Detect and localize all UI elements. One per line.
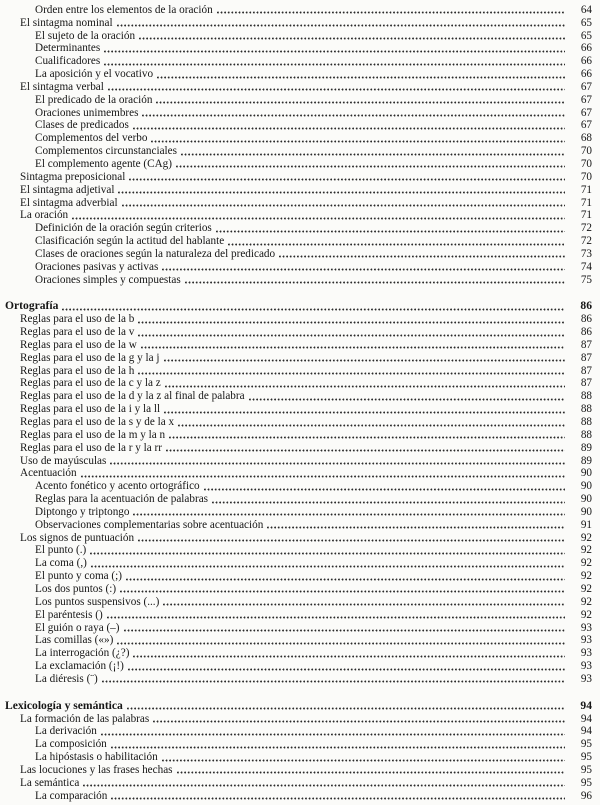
entry-page-number: 92 bbox=[580, 608, 592, 621]
entry-dot-leader bbox=[228, 243, 565, 246]
toc-entry bbox=[4, 454, 592, 467]
toc-entry bbox=[4, 531, 592, 544]
entry-page-number: 64 bbox=[580, 3, 592, 16]
entry-title: Uso de mayúsculas bbox=[20, 454, 107, 467]
entry-title: La oración bbox=[20, 209, 69, 222]
entry-page-number: 96 bbox=[580, 789, 592, 802]
entry-dot-leader bbox=[81, 475, 565, 478]
toc-entry bbox=[4, 144, 592, 157]
entry-dot-leader bbox=[141, 346, 565, 349]
entry-dot-leader bbox=[166, 449, 565, 452]
entry-title: Reglas para el uso de la w bbox=[20, 338, 137, 351]
entry-title: La hipóstasis o habilitación bbox=[35, 751, 158, 764]
entry-page-number: 94 bbox=[580, 712, 592, 725]
entry-title: Complementos del verbo bbox=[35, 132, 148, 145]
entry-title: Reglas para el uso de la c y la z bbox=[20, 377, 161, 390]
entry-page-number: 87 bbox=[580, 377, 592, 390]
toc-entry bbox=[4, 428, 592, 441]
entry-dot-leader bbox=[176, 165, 565, 168]
entry-title: El complemento agente (CAg) bbox=[35, 157, 173, 170]
toc-entry bbox=[4, 247, 592, 260]
entry-page-number: 93 bbox=[580, 672, 592, 685]
entry-page-number: 67 bbox=[580, 106, 592, 119]
entry-page-number: 89 bbox=[580, 441, 592, 454]
toc-entry bbox=[4, 608, 592, 621]
entry-page-number: 95 bbox=[580, 738, 592, 751]
entry-dot-leader bbox=[122, 204, 565, 207]
entry-page-number: 92 bbox=[580, 582, 592, 595]
entry-page-number: 92 bbox=[580, 531, 592, 544]
entry-title: Orden entre los elementos de la oración bbox=[35, 3, 213, 16]
entry-page-number: 72 bbox=[580, 222, 592, 235]
entry-title: Clases de predicados bbox=[35, 119, 129, 132]
entry-dot-leader bbox=[104, 63, 565, 66]
entry-dot-leader bbox=[111, 797, 565, 800]
entry-page-number: 90 bbox=[580, 505, 592, 518]
entry-title: El guión o raya (–) bbox=[35, 621, 120, 634]
toc-entry bbox=[4, 209, 592, 222]
entry-page-number: 92 bbox=[580, 544, 592, 557]
entry-page-number: 65 bbox=[580, 29, 592, 42]
toc-entry bbox=[4, 737, 592, 750]
entry-page-number: 91 bbox=[580, 518, 592, 531]
entry-title: Reglas para el uso de la s y de la x bbox=[20, 416, 175, 428]
entry-page-number: 88 bbox=[580, 428, 592, 441]
entry-title: Reglas para el uso de la g y la j bbox=[20, 351, 160, 364]
toc-entry bbox=[4, 54, 592, 67]
entry-title: Reglas para el uso de la m y la n bbox=[20, 428, 166, 441]
entry-page-number: 89 bbox=[580, 454, 592, 467]
entry-page-number: 95 bbox=[580, 776, 592, 789]
entry-dot-leader bbox=[108, 88, 565, 91]
entry-dot-leader bbox=[165, 385, 565, 388]
entry-title: El sintagma verbal bbox=[20, 80, 104, 93]
entry-title: Las locuciones y las frases hechas bbox=[20, 763, 173, 776]
toc-entry bbox=[4, 505, 592, 518]
entry-page-number: 67 bbox=[580, 119, 592, 132]
entry-title: Los puntos suspensivos (...) bbox=[35, 595, 160, 608]
toc-entry bbox=[4, 377, 592, 390]
entry-title: La aposición y el vocativo bbox=[35, 68, 154, 81]
toc-entry bbox=[4, 273, 592, 286]
entry-page-number: 95 bbox=[580, 751, 592, 764]
entry-title: Complementos circunstanciales bbox=[35, 145, 177, 158]
toc-list bbox=[4, 3, 592, 802]
entry-page-number: 67 bbox=[580, 80, 592, 93]
entry-dot-leader bbox=[212, 501, 565, 504]
entry-dot-leader bbox=[142, 114, 565, 117]
toc-entry bbox=[4, 595, 592, 608]
toc-entry bbox=[4, 646, 592, 659]
entry-page-number: 88 bbox=[580, 416, 592, 428]
toc-entry bbox=[4, 569, 592, 582]
entry-page-number: 71 bbox=[580, 196, 592, 209]
entry-title: La interrogación (¿?) bbox=[35, 647, 130, 660]
entry-title: La semántica bbox=[20, 776, 80, 789]
toc-entry bbox=[4, 80, 592, 93]
entry-page-number: 70 bbox=[580, 145, 592, 158]
entry-dot-leader bbox=[133, 655, 565, 658]
entry-dot-leader bbox=[111, 746, 565, 749]
toc-entry bbox=[4, 776, 592, 789]
entry-page-number: 93 bbox=[580, 647, 592, 660]
toc-entry bbox=[4, 260, 592, 273]
entry-dot-leader bbox=[177, 771, 565, 774]
entry-dot-leader bbox=[120, 590, 565, 593]
toc-entry bbox=[4, 467, 592, 480]
entry-title: Los signos de puntuación bbox=[20, 531, 135, 544]
entry-title: La diéresis (¨) bbox=[35, 672, 98, 685]
entry-page-number: 94 bbox=[580, 698, 592, 712]
entry-dot-leader bbox=[72, 217, 565, 220]
entry-dot-leader bbox=[117, 642, 565, 645]
entry-dot-leader bbox=[118, 191, 565, 194]
entry-title: Acentuación bbox=[20, 467, 77, 480]
entry-dot-leader bbox=[91, 565, 565, 568]
entry-dot-leader bbox=[124, 629, 565, 632]
entry-title: Oraciones simples y compuestas bbox=[35, 273, 181, 286]
toc-entry bbox=[4, 672, 592, 685]
entry-title: El sintagma nominal bbox=[20, 16, 113, 29]
entry-dot-leader bbox=[129, 178, 565, 181]
toc-entry bbox=[4, 763, 592, 776]
toc-entry bbox=[4, 712, 592, 725]
entry-page-number: 87 bbox=[580, 338, 592, 351]
toc-entry bbox=[4, 131, 592, 144]
entry-page-number: 74 bbox=[580, 260, 592, 273]
entry-title: El sintagma adverbial bbox=[20, 196, 118, 209]
entry-dot-leader bbox=[216, 230, 565, 233]
entry-page-number: 66 bbox=[580, 55, 592, 68]
entry-dot-leader bbox=[126, 578, 565, 581]
entry-page-number: 87 bbox=[580, 351, 592, 364]
entry-page-number: 93 bbox=[580, 634, 592, 647]
entry-title: Reglas para el uso de la i y la ll bbox=[20, 403, 161, 416]
toc-entry bbox=[4, 750, 592, 763]
entry-title: Sintagma preposicional bbox=[20, 170, 126, 183]
toc-entry bbox=[4, 634, 592, 647]
toc-entry bbox=[4, 119, 592, 132]
entry-page-number: 66 bbox=[580, 68, 592, 81]
entry-title: El sujeto de la oración bbox=[35, 29, 136, 42]
entry-dot-leader bbox=[185, 281, 565, 284]
entry-page-number: 88 bbox=[580, 403, 592, 416]
entry-dot-leader bbox=[164, 411, 565, 414]
toc-entry bbox=[4, 312, 592, 325]
toc-entry bbox=[4, 544, 592, 557]
entry-dot-leader bbox=[110, 462, 565, 465]
toc-entry bbox=[4, 29, 592, 42]
entry-dot-leader bbox=[164, 359, 566, 362]
entry-page-number: 87 bbox=[580, 364, 592, 377]
entry-dot-leader bbox=[162, 268, 565, 271]
entry-page-number: 70 bbox=[580, 170, 592, 183]
toc-entry bbox=[4, 725, 592, 738]
entry-dot-leader bbox=[178, 424, 565, 427]
entry-page-number: 65 bbox=[580, 16, 592, 29]
entry-dot-leader bbox=[156, 101, 565, 104]
entry-title: Clasificación según la actitud del hablante bbox=[35, 235, 225, 248]
toc-entry bbox=[4, 556, 592, 569]
entry-page-number: 88 bbox=[580, 390, 592, 403]
entry-page-number: 93 bbox=[580, 660, 592, 673]
toc-entry bbox=[4, 492, 592, 505]
entry-dot-leader bbox=[163, 603, 565, 606]
toc-entry bbox=[4, 196, 592, 209]
entry-title: Lexicología y semántica bbox=[5, 698, 123, 712]
entry-dot-leader bbox=[90, 552, 565, 555]
entry-dot-leader bbox=[138, 334, 565, 337]
toc-entry bbox=[4, 582, 592, 595]
entry-page-number: 66 bbox=[580, 42, 592, 55]
entry-dot-leader bbox=[181, 153, 565, 156]
entry-title: El punto (.) bbox=[35, 544, 87, 557]
entry-title: Observaciones complementarias sobre acentuación bbox=[35, 518, 264, 531]
entry-page-number: 90 bbox=[580, 480, 592, 493]
toc-entry bbox=[4, 338, 592, 351]
entry-dot-leader bbox=[217, 11, 565, 14]
entry-title: Oraciones unimembres bbox=[35, 106, 139, 119]
entry-title: Oraciones pasivas y activas bbox=[35, 260, 159, 273]
entry-dot-leader bbox=[133, 513, 565, 516]
toc-entry bbox=[4, 402, 592, 415]
toc-entry bbox=[4, 415, 592, 428]
toc-entry bbox=[4, 441, 592, 454]
toc-entry bbox=[4, 699, 592, 712]
toc-entry bbox=[4, 351, 592, 364]
entry-title: La exclamación (¡!) bbox=[35, 660, 124, 673]
entry-page-number: 95 bbox=[580, 763, 592, 776]
entry-page-number: 71 bbox=[580, 209, 592, 222]
entry-page-number: 90 bbox=[580, 467, 592, 480]
toc-entry bbox=[4, 183, 592, 196]
entry-title: La coma (,) bbox=[35, 557, 87, 570]
toc-entry bbox=[4, 479, 592, 492]
entry-title: La comparación bbox=[35, 789, 108, 802]
entry-title: Reglas para el uso de la d y la z al final de palabra bbox=[20, 390, 245, 403]
toc-entry bbox=[4, 659, 592, 672]
entry-dot-leader bbox=[107, 616, 565, 619]
entry-dot-leader bbox=[133, 127, 565, 130]
toc-entry bbox=[4, 389, 592, 402]
entry-page-number: 86 bbox=[580, 299, 592, 313]
entry-page-number: 70 bbox=[580, 157, 592, 170]
entry-title: Acento fonético y acento ortográfico bbox=[35, 480, 200, 493]
entry-dot-leader bbox=[153, 720, 565, 723]
entry-page-number: 92 bbox=[580, 557, 592, 570]
entry-page-number: 68 bbox=[580, 132, 592, 145]
entry-dot-leader bbox=[128, 668, 565, 671]
entry-page-number: 86 bbox=[580, 313, 592, 326]
toc-entry bbox=[4, 221, 592, 234]
entry-page-number: 86 bbox=[580, 326, 592, 339]
entry-dot-leader bbox=[127, 707, 565, 710]
entry-page-number: 73 bbox=[580, 247, 592, 260]
entry-title: La composición bbox=[35, 738, 107, 751]
entry-title: Reglas para el uso de la v bbox=[20, 326, 135, 339]
entry-dot-leader bbox=[102, 680, 565, 683]
entry-title: Reglas para la acentuación de palabras bbox=[35, 493, 209, 506]
entry-dot-leader bbox=[157, 76, 565, 79]
entry-title: El sintagma adjetival bbox=[20, 183, 115, 196]
entry-dot-leader bbox=[117, 24, 565, 27]
entry-page-number: 67 bbox=[580, 93, 592, 106]
entry-dot-leader bbox=[162, 759, 565, 762]
entry-title: Reglas para el uso de la r y la rr bbox=[20, 441, 162, 454]
toc-entry bbox=[4, 789, 592, 802]
entry-title: El punto y coma (;) bbox=[35, 570, 122, 583]
toc-entry bbox=[4, 621, 592, 634]
entry-title: Diptongo y triptongo bbox=[35, 505, 130, 518]
entry-title: La derivación bbox=[35, 725, 97, 738]
entry-title: Cualificadores bbox=[35, 55, 101, 68]
toc-entry bbox=[4, 170, 592, 183]
entry-dot-leader bbox=[138, 539, 565, 542]
entry-title: El predicado de la oración bbox=[35, 93, 153, 106]
entry-dot-leader bbox=[169, 436, 565, 439]
toc-entry bbox=[4, 300, 592, 313]
entry-title: La formación de las palabras bbox=[20, 712, 150, 725]
entry-dot-leader bbox=[151, 140, 565, 143]
entry-title: Clases de oraciones según la naturaleza del predicado bbox=[35, 247, 276, 260]
toc-entry bbox=[4, 518, 592, 531]
entry-page-number: 71 bbox=[580, 183, 592, 196]
entry-title: Reglas para el uso de la b bbox=[20, 313, 135, 326]
toc-entry bbox=[4, 106, 592, 119]
entry-dot-leader bbox=[101, 733, 565, 736]
toc-entry bbox=[4, 157, 592, 170]
toc-entry bbox=[4, 364, 592, 377]
entry-page-number: 72 bbox=[580, 235, 592, 248]
entry-title: Reglas para el uso de la h bbox=[20, 364, 135, 377]
entry-dot-leader bbox=[139, 37, 565, 40]
toc-entry bbox=[4, 325, 592, 338]
entry-title: El paréntesis () bbox=[35, 608, 103, 621]
toc-entry bbox=[4, 3, 592, 16]
entry-dot-leader bbox=[279, 255, 565, 258]
entry-title: Ortografía bbox=[5, 299, 59, 313]
entry-page-number: 92 bbox=[580, 595, 592, 608]
toc-entry bbox=[4, 42, 592, 55]
entry-title: Los dos puntos (:) bbox=[35, 582, 117, 595]
toc-entry bbox=[4, 16, 592, 29]
entry-dot-leader bbox=[267, 526, 565, 529]
entry-dot-leader bbox=[138, 321, 565, 324]
toc-entry bbox=[4, 67, 592, 80]
entry-title: Las comillas («») bbox=[35, 634, 114, 647]
entry-title: Determinantes bbox=[35, 42, 101, 55]
entry-dot-leader bbox=[249, 398, 565, 401]
entry-page-number: 94 bbox=[580, 725, 592, 738]
entry-title: Definición de la oración según criterios bbox=[35, 222, 212, 235]
entry-dot-leader bbox=[62, 308, 565, 311]
entry-dot-leader bbox=[138, 372, 565, 375]
toc-entry bbox=[4, 234, 592, 247]
entry-dot-leader bbox=[104, 50, 565, 53]
entry-page-number: 92 bbox=[580, 570, 592, 583]
entry-page-number: 93 bbox=[580, 621, 592, 634]
entry-page-number: 90 bbox=[580, 493, 592, 506]
toc-entry bbox=[4, 93, 592, 106]
entry-page-number: 75 bbox=[580, 273, 592, 286]
entry-dot-leader bbox=[204, 488, 565, 491]
entry-dot-leader bbox=[83, 784, 565, 787]
